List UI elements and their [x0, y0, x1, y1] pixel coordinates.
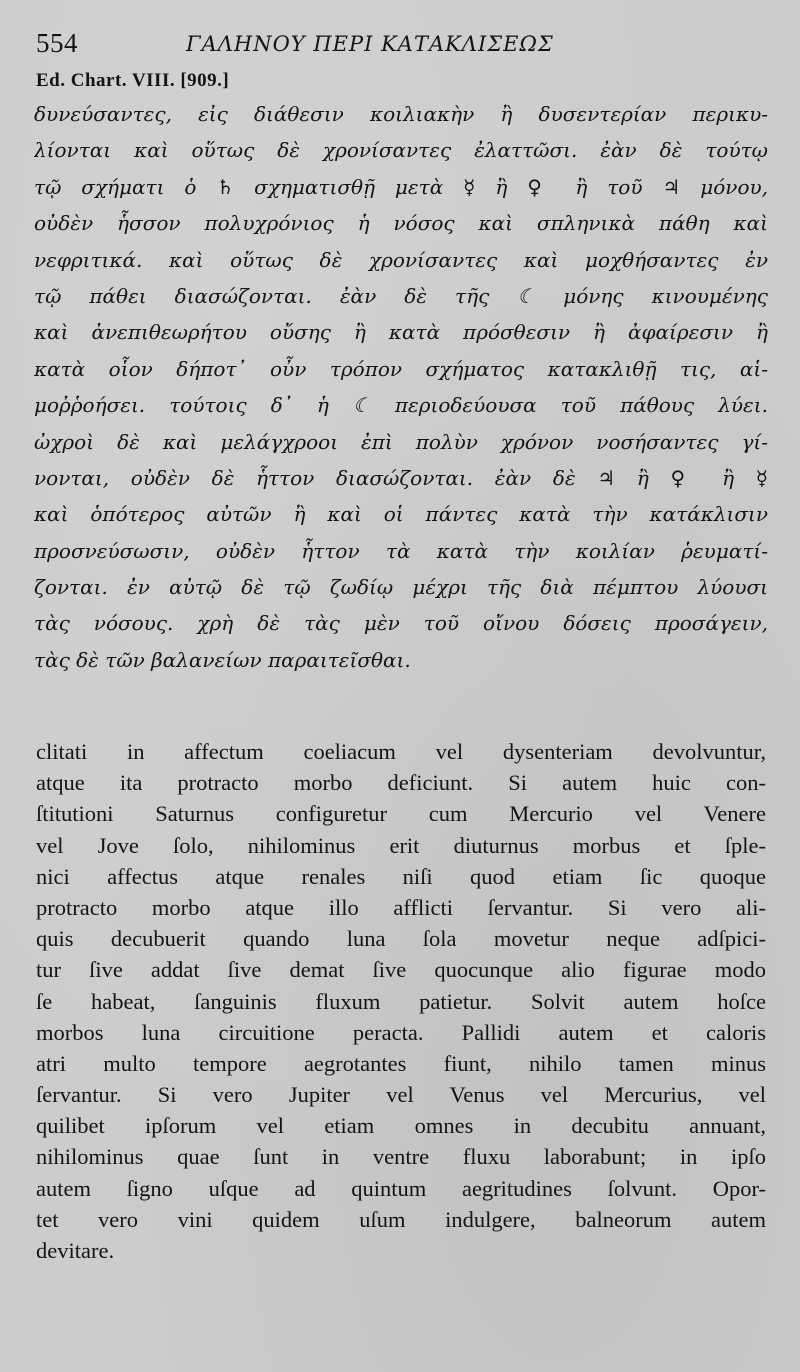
latin-line: devitare. [36, 1238, 115, 1263]
greek-line: τῷ πάθει διασώζονται. ἐὰν δὲ τῆς ☾ μόνης κινουμένης [34, 283, 768, 308]
greek-text [34, 96, 768, 678]
greek-line: οὐδὲν ἧσσον πολυχρόνιος ἡ νόσος καὶ σπληνικὰ πάθη καὶ [34, 211, 768, 236]
latin-line: ſervantur. Si vero Jupiter vel Venus vel Mercurius, vel [36, 1082, 766, 1108]
latin-line: vel Jove ſolo, nihilominus erit diuturnus morbus et ſple- [36, 832, 766, 858]
page-number: 554 [36, 28, 78, 58]
running-title: ΓΑΛΗΝΟΥ ΠΕΡΙ ΚΑΤΑΚΛΙΣΕΩΣ [186, 32, 554, 56]
greek-line: προσνεύσωσιν, οὐδὲν ἧττον τὰ κατὰ τὴν κοιλίαν ῥευματί- [34, 538, 768, 563]
greek-line: καὶ ὁπότερος αὐτῶν ἢ καὶ οἱ πάντες κατὰ τὴν κατάκλισιν [34, 502, 768, 527]
edition-reference: Ed. Chart. VIII. [909.] [36, 70, 230, 91]
latin-line: nici affectus atque renales niſi quod etiam ſic quoque [36, 863, 766, 889]
latin-line: autem ſigno uſque ad quintum aegritudines ſolvunt. Opor- [36, 1175, 766, 1201]
greek-line: ζονται. ἐν αὐτῷ δὲ τῷ ζωδίῳ μέχρι τῆς διὰ πέμπτου λύουσι [34, 575, 768, 600]
latin-line: ſtitutioni Saturnus configuretur cum Mercurio vel Venere [36, 801, 766, 827]
greek-line: μοῤῥοήσει. τούτοις δ᾽ ἡ ☾ περιοδεύουσα τοῦ πάθους λύει. [34, 393, 768, 418]
greek-line: νεφριτικά. καὶ οὕτως δὲ χρονίσαντες καὶ μοχθήσαντες ἐν [34, 247, 768, 272]
latin-line: atri multo tempore aegrotantes fiunt, nihilo tamen minus [36, 1050, 766, 1076]
latin-translation [36, 736, 766, 1266]
greek-line: καὶ ἀνεπιθεωρήτου οὔσης ἢ κατὰ πρόσθεσιν ἢ ἀφαίρεσιν ἢ [34, 320, 768, 345]
greek-line: τὰς νόσους. χρὴ δὲ τὰς μὲν τοῦ οἴνου δόσεις προσάγειν, [34, 611, 768, 636]
greek-line: κατὰ οἷον δήποτ᾽ οὖν τρόπον σχήματος κατακλιθῇ τις, αἱ- [34, 356, 768, 381]
latin-line: quis decubuerit quando luna ſola movetur neque adſpici- [36, 926, 766, 952]
greek-line: τὰς δὲ τῶν βαλανείων παραιτεῖσθαι. [34, 647, 411, 672]
latin-line: ſe habeat, ſanguinis fluxum patietur. Solvit autem hoſce [36, 988, 766, 1014]
latin-line: protracto morbo atque illo afflicti ſervantur. Si vero ali- [36, 894, 766, 920]
latin-line: tur ſive addat ſive demat ſive quocunque alio figurae modo [36, 957, 766, 983]
greek-line: λίονται καὶ οὕτως δὲ χρονίσαντες ἐλαττῶσι. ἐὰν δὲ τούτῳ [34, 138, 768, 163]
greek-line: νονται, οὐδὲν δὲ ἧττον διασώζονται. ἐὰν δὲ ♃ ἢ ♀ ἢ ☿ [34, 465, 768, 490]
greek-line: ὠχροὶ δὲ καὶ μελάγχροοι ἐπὶ πολὺν χρόνον νοσήσαντες γί- [34, 429, 768, 454]
latin-line: tet vero vini quidem uſum indulgere, balneorum autem [36, 1206, 766, 1232]
latin-line: atque ita protracto morbo deficiunt. Si autem huic con- [36, 770, 766, 796]
greek-line: δυνεύσαντες, εἰς διάθεσιν κοιλιακὴν ἢ δυσεντερίαν περικυ- [34, 102, 768, 126]
latin-line: nihilominus quae ſunt in ventre fluxu laborabunt; in ipſo [36, 1144, 766, 1170]
latin-line: clitati in affectum coeliacum vel dysenteriam devolvuntur, [36, 739, 766, 764]
latin-line: morbos luna circuitione peracta. Pallidi autem et caloris [36, 1019, 766, 1045]
latin-line: quilibet ipſorum vel etiam omnes in decubitu annuant, [36, 1113, 766, 1139]
greek-line: τῷ σχήματι ὁ ♄ σχηματισθῇ μετὰ ☿ ἢ ♀ ἢ τοῦ ♃ μόνου, [34, 174, 768, 199]
page-header [36, 28, 776, 62]
